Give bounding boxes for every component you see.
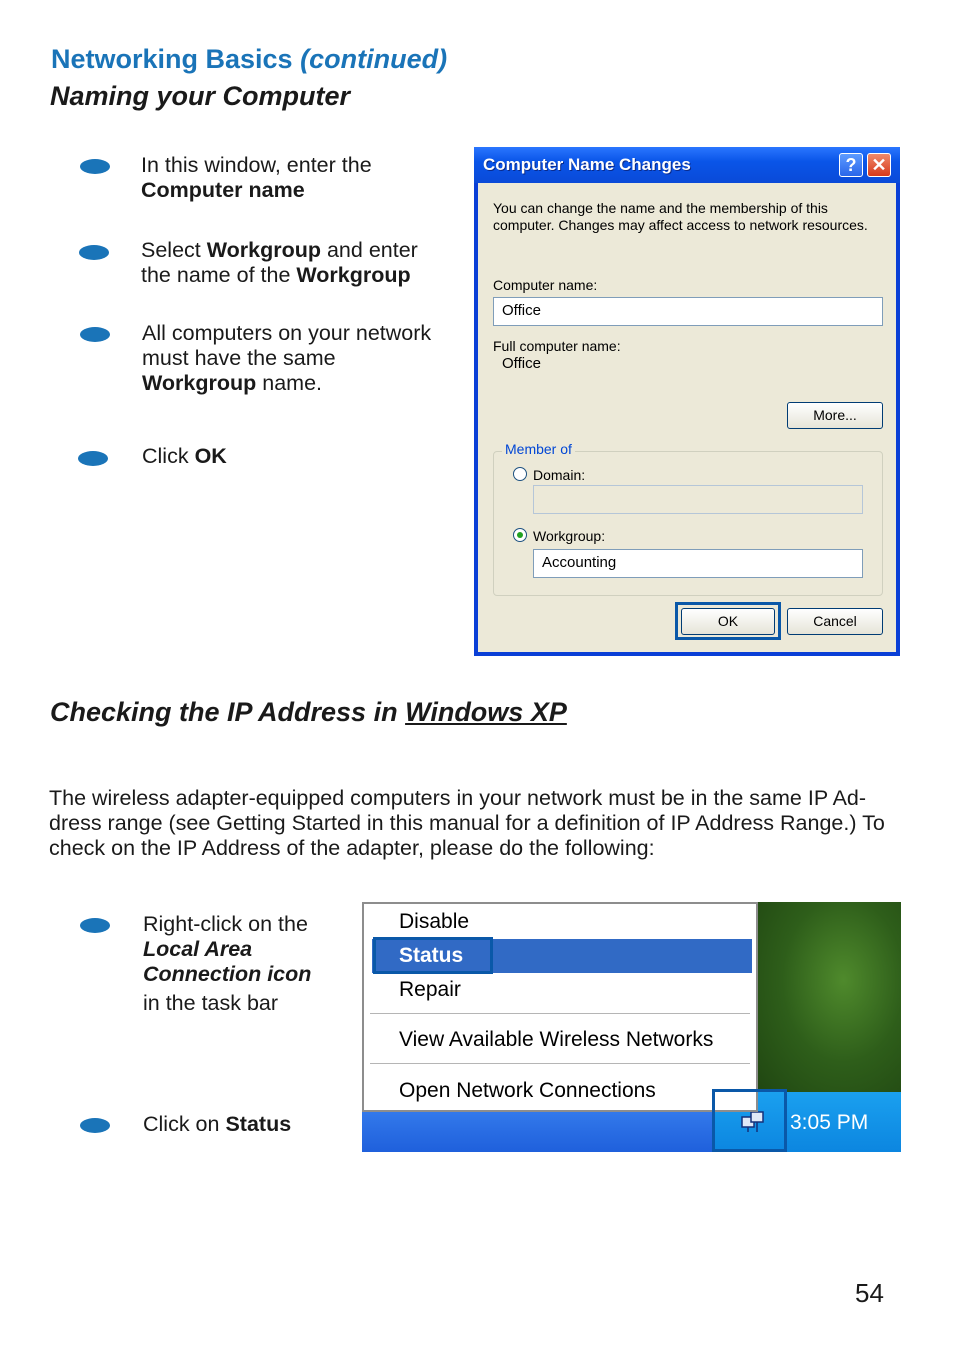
- more-button[interactable]: More...: [787, 402, 883, 429]
- bullet-icon: [80, 327, 110, 342]
- full-name-label: Full computer name:: [493, 338, 621, 354]
- icon-highlight-box: [712, 1089, 787, 1152]
- step-text: Right-click on the: [143, 912, 308, 936]
- menu-item-view-wireless[interactable]: View Available Wireless Networks: [399, 1028, 714, 1051]
- page-number: 54: [855, 1278, 884, 1308]
- bullet-icon: [79, 245, 109, 260]
- domain-label: Domain:: [533, 467, 586, 483]
- dialog-body: [478, 183, 896, 652]
- bullet-icon: [80, 918, 110, 933]
- windows-xp-link[interactable]: Windows XP: [405, 697, 567, 727]
- close-icon[interactable]: ✕: [867, 153, 891, 177]
- step-text: the name of the: [141, 263, 297, 287]
- step-text: In this window, enter the: [141, 153, 372, 177]
- workgroup-label: Workgroup:: [533, 528, 606, 544]
- taskbar-context-menu-screenshot: [362, 902, 901, 1152]
- ok-button[interactable]: OK: [681, 608, 775, 635]
- desktop-background: [757, 902, 901, 1097]
- bullet-icon: [78, 451, 108, 466]
- step-bold-italic: Connection icon: [143, 962, 312, 986]
- domain-radio[interactable]: [513, 467, 527, 481]
- menu-divider: [370, 1063, 750, 1064]
- workgroup-input[interactable]: Accounting: [533, 549, 863, 578]
- dialog-description-2: computer. Changes may affect access to network resources.: [493, 217, 868, 233]
- computer-name-label: Computer name:: [493, 277, 598, 293]
- step-bold: Workgroup: [142, 371, 257, 395]
- member-of-label: Member of: [502, 441, 575, 457]
- taskbar-clock: 3:05 PM: [790, 1111, 869, 1134]
- ip-intro-paragraph: [49, 786, 909, 861]
- step-bold: Status: [225, 1112, 292, 1136]
- menu-item-disable[interactable]: Disable: [399, 910, 470, 933]
- step-bold: Computer name: [141, 178, 305, 202]
- cancel-button[interactable]: Cancel: [787, 608, 883, 635]
- dialog-description-1: You can change the name and the membership of this: [493, 200, 828, 216]
- step-bold: Workgroup: [296, 263, 411, 287]
- menu-item-open-connections[interactable]: Open Network Connections: [399, 1079, 656, 1102]
- ip-section-heading: [50, 697, 567, 728]
- bullet-icon: [80, 159, 110, 174]
- workgroup-radio[interactable]: [513, 528, 527, 542]
- status-highlight-box: [373, 937, 493, 974]
- section-title-text: Networking Basics: [51, 44, 293, 74]
- step-bold: Workgroup: [206, 238, 321, 262]
- step-text: Select: [141, 238, 207, 262]
- step-select-workgroup: [141, 238, 418, 288]
- full-name-value: Office: [502, 355, 541, 372]
- domain-input[interactable]: [533, 485, 863, 514]
- step-enter-name: [141, 153, 372, 203]
- step-bold-italic: Local Area: [143, 937, 253, 961]
- help-icon[interactable]: ?: [839, 153, 863, 177]
- step-same-workgroup: [142, 321, 431, 396]
- step-click-ok: [142, 444, 227, 469]
- step-bold: OK: [194, 444, 227, 468]
- computer-name-input[interactable]: Office: [493, 297, 883, 326]
- step-text: in the task bar: [143, 991, 279, 1015]
- para-line: check on the IP Address of the adapter, please do the following:: [49, 836, 655, 860]
- menu-divider: [370, 1013, 750, 1014]
- computer-name-dialog: [474, 147, 900, 656]
- para-line: dress range (see Getting Started in this manual for a definition of IP Address Range.) To: [49, 811, 885, 835]
- step-text: must have the same: [142, 346, 336, 370]
- dialog-title: Computer Name Changes: [483, 155, 691, 174]
- step-text: Click on: [143, 1112, 226, 1136]
- step-click-status: [143, 1112, 291, 1137]
- para-line: The wireless adapter-equipped computers in your network must be in the same IP Ad-: [49, 786, 867, 810]
- step-text: Click: [142, 444, 195, 468]
- section-title: [51, 44, 447, 75]
- step-text: All computers on your network: [142, 321, 432, 345]
- subsection-title: Naming your Computer: [50, 81, 351, 111]
- step-right-click: [143, 912, 311, 1016]
- ip-heading-text: Checking the IP Address in: [50, 697, 406, 727]
- dialog-titlebar: [474, 147, 900, 183]
- bullet-icon: [80, 1118, 110, 1133]
- menu-item-repair[interactable]: Repair: [399, 978, 461, 1001]
- step-text: and enter: [321, 238, 418, 262]
- menu-item-status[interactable]: Status: [399, 944, 464, 967]
- step-text: name.: [256, 371, 322, 395]
- section-title-suffix: (continued): [300, 44, 448, 74]
- context-menu: [362, 902, 758, 1112]
